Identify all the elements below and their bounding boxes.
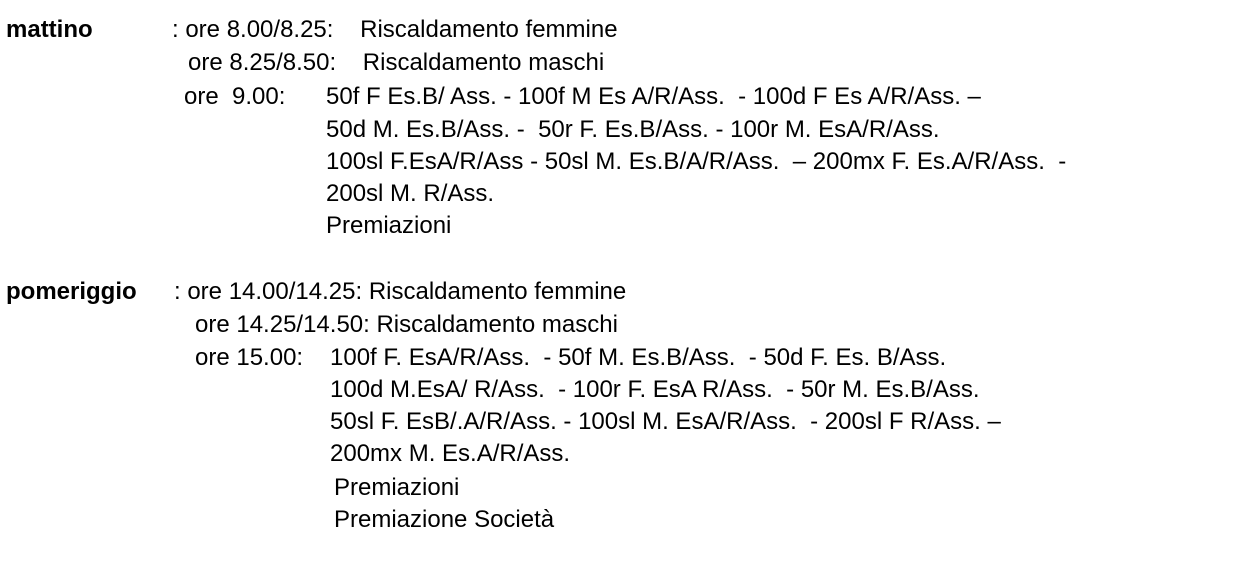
afternoon-warmup-male: ore 14.25/14.50: Riscaldamento maschi bbox=[195, 311, 618, 338]
morning-start-time: ore 9.00: bbox=[184, 83, 286, 110]
morning-label: mattino bbox=[6, 16, 93, 43]
afternoon-events-line-2: 100d M.EsA/ R/Ass. - 100r F. EsA R/Ass. - 50r M. Es.B/Ass. bbox=[330, 376, 980, 403]
morning-awards: Premiazioni bbox=[326, 212, 452, 239]
morning-events-line-1: 50f F Es.B/ Ass. - 100f M Es A/R/Ass. - 100d F Es A/R/Ass. – bbox=[326, 83, 981, 110]
afternoon-club-awards: Premiazione Società bbox=[334, 506, 555, 533]
morning-warmup-male: ore 8.25/8.50: Riscaldamento maschi bbox=[188, 49, 605, 76]
afternoon-events-line-3: 50sl F. EsB/.A/R/Ass. - 100sl M. EsA/R/Ass. - 200sl F R/Ass. – bbox=[330, 408, 1001, 435]
afternoon-events-line-1: 100f F. EsA/R/Ass. - 50f M. Es.B/Ass. - 50d F. Es. B/Ass. bbox=[330, 344, 947, 371]
afternoon-label: pomeriggio bbox=[6, 278, 137, 305]
afternoon-start-time: ore 15.00: bbox=[195, 344, 304, 371]
afternoon-events-line-4: 200mx M. Es.A/R/Ass. bbox=[330, 440, 571, 467]
morning-warmup-female: : ore 8.00/8.25: Riscaldamento femmine bbox=[172, 16, 618, 43]
afternoon-awards: Premiazioni bbox=[334, 474, 460, 501]
morning-events-line-3: 100sl F.EsA/R/Ass - 50sl M. Es.B/A/R/Ass. – 200mx F. Es.A/R/Ass. - bbox=[326, 148, 1067, 175]
morning-events-line-4: 200sl M. R/Ass. bbox=[326, 180, 495, 207]
morning-events-line-2: 50d M. Es.B/Ass. - 50r F. Es.B/Ass. - 100r M. EsA/R/Ass. bbox=[326, 116, 940, 143]
afternoon-warmup-female: : ore 14.00/14.25: Riscaldamento femmine bbox=[174, 278, 627, 305]
